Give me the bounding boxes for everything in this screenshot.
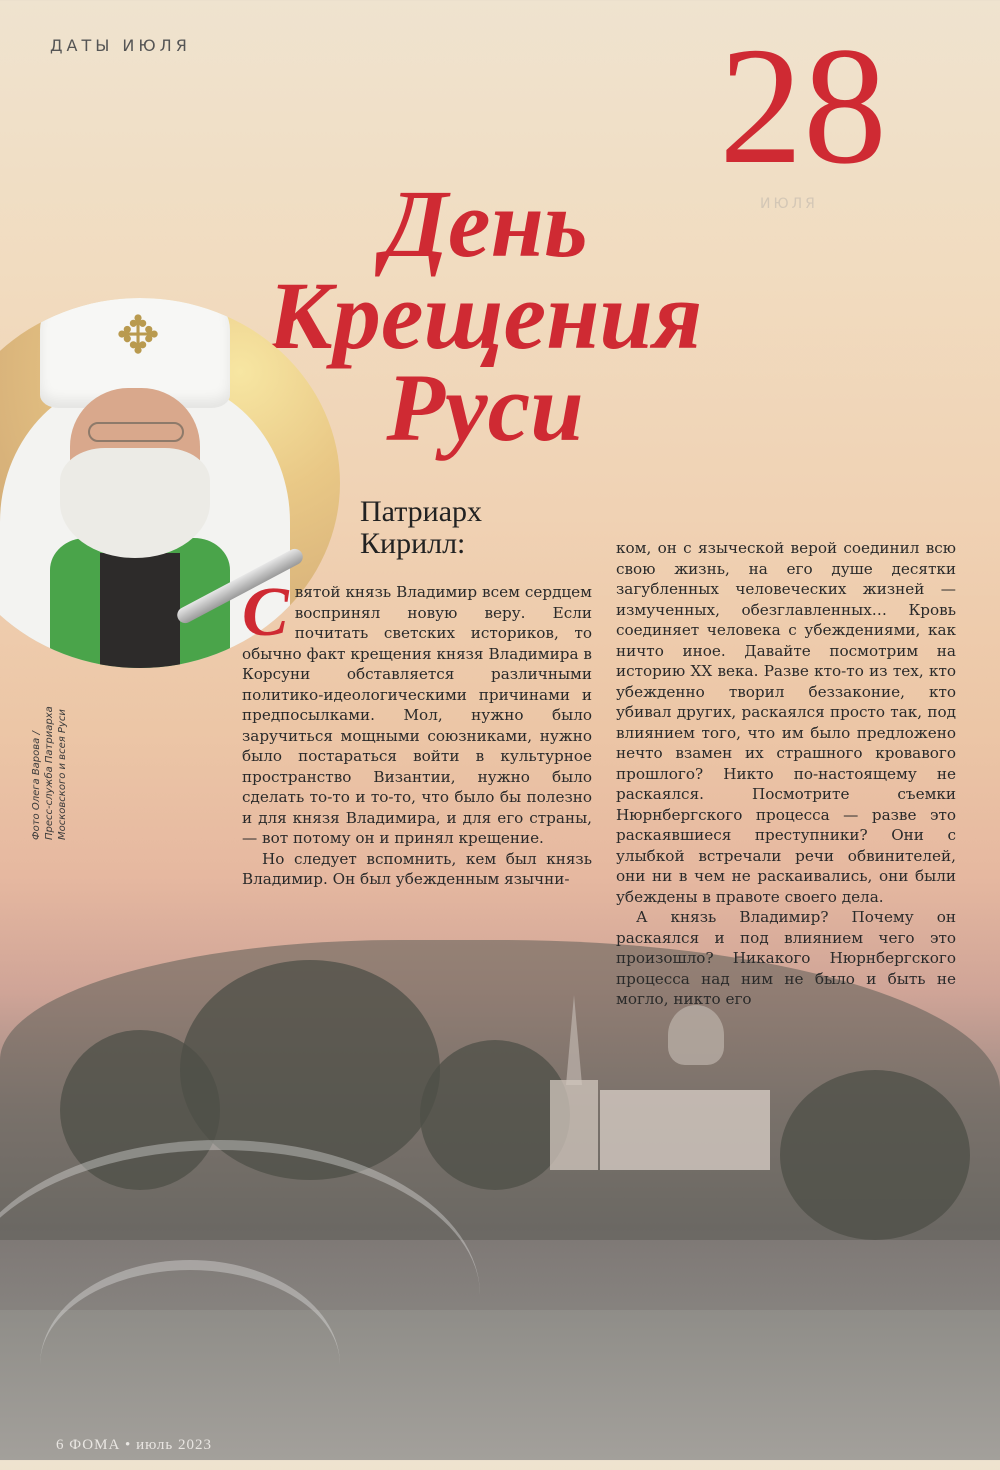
title-line: День bbox=[382, 170, 588, 277]
angel-icon: ✥ bbox=[116, 306, 160, 366]
page-footer bbox=[56, 1437, 212, 1454]
article-column-2 bbox=[616, 538, 956, 1010]
church-bell-tower bbox=[550, 1080, 598, 1170]
article-paragraph: А князь Владимир? Почему он раскаялся и под влиянием чего это произошло? Никакого Нюрнбергского процесса над ним не было и быть не могло, никто его bbox=[616, 908, 956, 1008]
tree bbox=[780, 1070, 970, 1240]
footer-separator: • bbox=[125, 1437, 132, 1453]
church-silhouette bbox=[540, 1040, 780, 1170]
paragraph-text: вятой князь Владимир всем сердцем воспринял новую веру. Если почитать светских историков, то обычно факт крещения князя Владимира в Корсуни обставляется различными политико-идеологическими причинами и предпосылками. Мол, нужно было заручиться мощными союзниками, нужно было постараться войти в культурное пространство Византии, нужно было сделать то-то и то-то, что было бы полезно и для князя Владимира, и для его страны, — вот потому он и принял крещение. bbox=[242, 583, 592, 847]
church-dome bbox=[668, 1005, 724, 1065]
article-author bbox=[360, 496, 482, 560]
photo-credit bbox=[30, 680, 110, 840]
church-body bbox=[600, 1090, 770, 1170]
page-number: 6 bbox=[56, 1437, 65, 1453]
issue-date: июль 2023 bbox=[136, 1437, 212, 1453]
article-paragraph: Но следует вспомнить, кем был князь Владимир. Он был убежденным язычни- bbox=[242, 849, 592, 888]
portrait-vestment-inner bbox=[100, 553, 180, 668]
author-line: Патриарх bbox=[360, 495, 483, 528]
author-line: Кирилл: bbox=[360, 527, 466, 560]
portrait-beard bbox=[60, 448, 210, 558]
drop-cap: С bbox=[242, 574, 289, 651]
magazine-name: ФОМА bbox=[69, 1437, 121, 1453]
photo-credit-line: Пресс-служба Патриарха bbox=[44, 706, 55, 840]
article-column-1 bbox=[242, 574, 592, 890]
section-label: ДАТЫ ИЮЛЯ bbox=[50, 36, 191, 55]
date-day: 28 bbox=[719, 13, 887, 199]
article-paragraph bbox=[242, 574, 592, 849]
photo-credit-line: Московского и всея Руси bbox=[57, 709, 68, 840]
date-month: ИЮЛЯ bbox=[760, 196, 818, 212]
church-spire bbox=[566, 995, 582, 1085]
title-line: Крещения bbox=[267, 262, 703, 369]
title-line: Руси bbox=[386, 354, 584, 461]
photo-credit-line: Фото Олега Варова / bbox=[31, 731, 42, 840]
article-paragraph: ком, он с языческой верой соединил всю свою жизнь, на его душе десятки загубленных человеческих жизней — измученных, обезглавленных… Кровь соединяет человека с убеждениями, как ничто иное. Давайте посмотрим на историю XX века. Разве кто-то из тех, кто убежденно творил беззаконие, кто убивал других, раскаялся просто так, под влиянием того, что им было предложено нечто взамен их страшного кровавого прошлого? Никто по-настоящему не раскаялся. Посмотрите съемки Нюрнбергского процесса — разве это раскаявшиеся преступники? Они с улыбкой встречали речи обвинителей, они ни в чем не раскаивались, они были убеждены в правоте своего дела. bbox=[616, 539, 956, 906]
portrait-glasses bbox=[88, 422, 184, 442]
